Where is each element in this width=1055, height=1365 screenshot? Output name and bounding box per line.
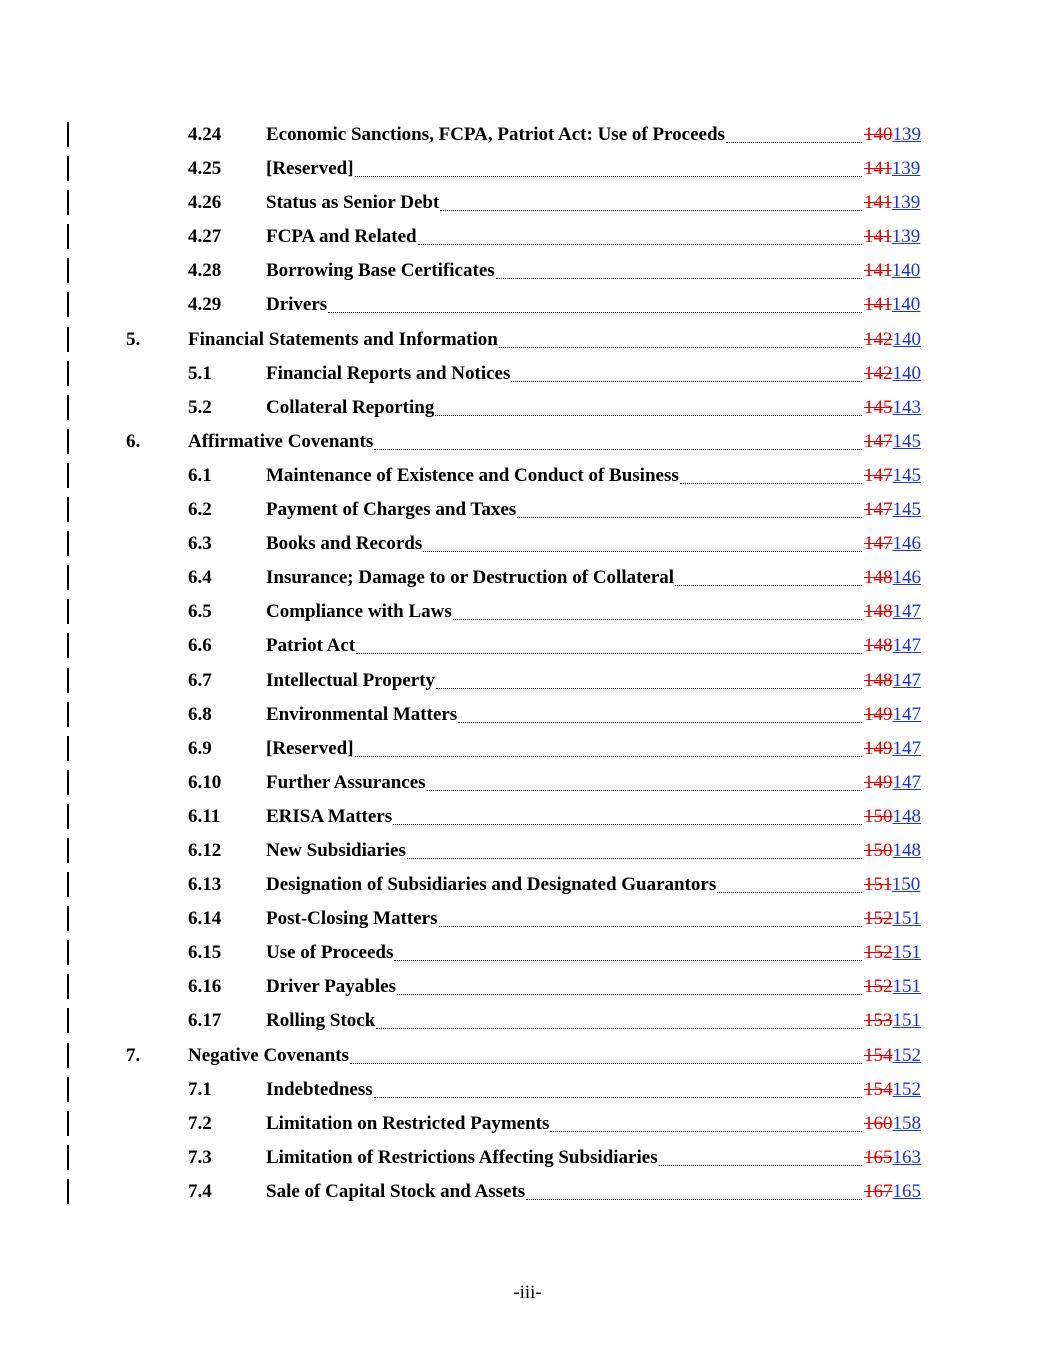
page-reference: [864, 1079, 921, 1101]
new-page-number[interactable]: 146: [892, 567, 921, 589]
dot-leader: [328, 311, 862, 313]
change-bar: [67, 1111, 69, 1136]
dot-leader: [517, 516, 862, 518]
section-number: 6.16: [188, 976, 222, 998]
new-page-number[interactable]: 145: [892, 499, 921, 521]
section-title-line: [266, 1147, 864, 1169]
toc-entry[interactable]: [0, 495, 1055, 529]
change-bar: [67, 804, 69, 829]
new-page-number[interactable]: 147: [892, 737, 921, 759]
old-page-number: 160: [864, 1112, 893, 1134]
toc-entry[interactable]: [0, 1006, 1055, 1040]
change-bar: [67, 565, 69, 590]
change-bar: [67, 327, 69, 352]
old-page-number: 147: [864, 499, 893, 521]
dot-leader: [376, 1027, 862, 1029]
page-reference: [864, 908, 921, 930]
section-title[interactable]: Maintenance of Existence and Conduct of Business: [266, 464, 679, 486]
dot-leader: [511, 380, 862, 382]
page-reference: [864, 772, 921, 794]
section-number: 7.4: [188, 1180, 212, 1202]
page-reference: [864, 874, 920, 896]
section-title[interactable]: Intellectual Property: [266, 669, 436, 691]
section-number: 6.3: [188, 533, 212, 555]
old-page-number: 141: [864, 192, 892, 214]
section-title-line: [188, 1045, 864, 1067]
new-page-number[interactable]: 147: [892, 703, 921, 725]
new-page-number[interactable]: 152: [892, 1078, 921, 1100]
dot-leader: [550, 1130, 862, 1132]
page-reference: [864, 499, 921, 521]
page-reference: [864, 329, 921, 351]
section-title[interactable]: ERISA Matters: [266, 805, 393, 827]
section-number: 6.: [126, 430, 141, 452]
old-page-number: 148: [864, 635, 893, 657]
change-bar: [67, 974, 69, 999]
old-page-number: 148: [864, 669, 893, 691]
section-number: 6.6: [188, 635, 212, 657]
change-bar: [67, 906, 69, 931]
section-title[interactable]: Further Assurances: [266, 771, 426, 793]
toc-entry[interactable]: [0, 1041, 1055, 1075]
dot-leader: [427, 789, 862, 791]
old-page-number: 147: [864, 533, 893, 555]
dot-leader: [440, 209, 862, 211]
section-title[interactable]: Patriot Act: [266, 635, 356, 657]
change-bar: [67, 497, 69, 522]
section-title-line: [266, 1079, 864, 1101]
old-page-number: 141: [864, 226, 892, 248]
old-page-number: 153: [864, 1010, 893, 1032]
new-page-number[interactable]: 150: [891, 874, 921, 896]
change-bar: [67, 599, 69, 624]
change-bar: [67, 838, 69, 863]
toc-entry[interactable]: [0, 256, 1055, 290]
new-page-number[interactable]: 145: [892, 464, 921, 486]
new-page-number[interactable]: 139: [891, 192, 921, 214]
section-number: 6.1: [188, 464, 212, 486]
section-title-line: [266, 1113, 864, 1135]
page-reference: [864, 192, 920, 214]
toc-entry[interactable]: [0, 120, 1055, 154]
change-bar: [67, 668, 69, 693]
new-page-number[interactable]: 151: [892, 1010, 921, 1032]
section-title-line: [188, 431, 864, 453]
toc-entry[interactable]: [0, 666, 1055, 700]
section-title-line: [266, 772, 864, 794]
section-title[interactable]: Limitation of Restrictions Affecting Subsidiaries: [266, 1146, 658, 1168]
new-page-number[interactable]: 147: [892, 771, 921, 793]
toc-entry[interactable]: [0, 700, 1055, 734]
new-page-number[interactable]: 152: [892, 1044, 921, 1066]
section-title[interactable]: Books and Records: [266, 533, 423, 555]
change-bar: [67, 463, 69, 488]
new-page-number[interactable]: 147: [892, 669, 921, 691]
old-page-number: 147: [864, 430, 893, 452]
old-page-number: 147: [864, 464, 893, 486]
change-bar: [67, 224, 69, 249]
section-title[interactable]: Driver Payables: [266, 976, 396, 998]
dot-leader: [675, 584, 862, 586]
section-title-line: [266, 908, 864, 930]
section-title[interactable]: FCPA and Related: [266, 226, 417, 248]
toc-entry[interactable]: [0, 359, 1055, 393]
old-page-number: 145: [864, 396, 893, 418]
section-number: 6.5: [188, 601, 212, 623]
page-reference: [864, 397, 921, 419]
old-page-number: 154: [864, 1078, 893, 1100]
section-number: 7.2: [188, 1112, 212, 1134]
page-reference: [864, 124, 921, 146]
section-number: 4.28: [188, 260, 222, 282]
section-number: 6.17: [188, 1010, 222, 1032]
new-page-number[interactable]: 151: [892, 908, 921, 930]
dot-leader: [356, 652, 862, 654]
new-page-number[interactable]: 139: [892, 124, 921, 145]
section-number: 6.2: [188, 499, 212, 521]
dot-leader: [397, 993, 862, 995]
section-title-line: [266, 976, 864, 998]
section-title[interactable]: Payment of Charges and Taxes: [266, 499, 517, 521]
page-reference: [864, 1010, 921, 1032]
toc-entry[interactable]: [0, 188, 1055, 222]
new-page-number[interactable]: 145: [892, 430, 921, 452]
toc-entry[interactable]: [0, 972, 1055, 1006]
section-title[interactable]: Financial Statements and Information: [188, 328, 498, 350]
new-page-number[interactable]: 147: [892, 601, 921, 623]
section-title[interactable]: Indebtedness: [266, 1078, 373, 1100]
dot-leader: [407, 857, 862, 859]
section-title[interactable]: Compliance with Laws: [266, 601, 452, 623]
section-number: 5.2: [188, 396, 212, 418]
page-reference: [864, 738, 921, 760]
section-title[interactable]: Designation of Subsidiaries and Designated Guarantors: [266, 874, 717, 896]
page-reference: [864, 601, 921, 623]
dot-leader: [526, 1198, 862, 1200]
page-reference: [864, 670, 921, 692]
page-reference: [864, 431, 921, 453]
dot-leader: [499, 346, 862, 348]
dot-leader: [374, 1096, 862, 1098]
old-page-number: 148: [864, 567, 893, 589]
section-title-line: [266, 942, 864, 964]
section-number: 6.15: [188, 942, 222, 964]
section-number: 6.14: [188, 908, 222, 930]
section-title-line: [266, 499, 864, 521]
toc-entry[interactable]: [0, 222, 1055, 256]
section-title-line: [266, 704, 864, 726]
section-title-line: [266, 738, 864, 760]
section-number: 6.11: [188, 805, 221, 827]
dot-leader: [726, 141, 862, 143]
dot-leader: [680, 482, 862, 484]
old-page-number: 140: [864, 124, 893, 145]
page-reference: [864, 465, 921, 487]
section-title[interactable]: Sale of Capital Stock and Assets: [266, 1180, 526, 1202]
dot-leader: [355, 175, 862, 177]
old-page-number: 148: [864, 601, 893, 623]
new-page-number[interactable]: 140: [892, 362, 921, 384]
section-title-line: [266, 1010, 864, 1032]
change-bar: [67, 190, 69, 215]
section-title[interactable]: Drivers: [266, 294, 328, 316]
change-bar: [67, 736, 69, 761]
new-page-number[interactable]: 148: [892, 805, 921, 827]
change-bar: [67, 429, 69, 454]
section-number: 5.: [126, 328, 141, 350]
new-page-number[interactable]: 140: [891, 294, 921, 316]
toc-entry[interactable]: [0, 1143, 1055, 1177]
change-bar: [67, 702, 69, 727]
dot-leader: [717, 891, 862, 893]
section-title-line: [266, 226, 864, 248]
toc-entry[interactable]: [0, 631, 1055, 665]
dot-leader: [436, 687, 862, 689]
toc-entry[interactable]: [0, 836, 1055, 870]
toc-entry[interactable]: [0, 393, 1055, 427]
toc-entry[interactable]: [0, 734, 1055, 768]
new-page-number[interactable]: 158: [892, 1112, 921, 1134]
old-page-number: 151: [864, 874, 892, 896]
section-title[interactable]: Limitation on Restricted Payments: [266, 1112, 550, 1134]
old-page-number: 152: [864, 976, 893, 998]
change-bar: [67, 940, 69, 965]
page-number: -iii-: [513, 1282, 542, 1303]
new-page-number[interactable]: 143: [892, 396, 921, 418]
page-reference: [864, 260, 920, 282]
section-number: 6.9: [188, 737, 212, 759]
section-number: 6.4: [188, 567, 212, 589]
dot-leader: [350, 1062, 862, 1064]
dot-leader: [458, 721, 862, 723]
change-bar: [67, 156, 69, 181]
section-title[interactable]: Economic Sanctions, FCPA, Patriot Act: Use of Proceeds: [266, 124, 725, 145]
section-title-line: [266, 806, 864, 828]
toc-entry[interactable]: [0, 325, 1055, 359]
new-page-number[interactable]: 163: [892, 1146, 921, 1168]
section-title-line: [266, 533, 864, 555]
new-page-number[interactable]: 148: [892, 839, 921, 861]
section-number: 4.26: [188, 192, 222, 214]
dot-leader: [418, 243, 862, 245]
new-page-number[interactable]: 147: [892, 635, 921, 657]
section-title-line: [188, 329, 864, 351]
section-title[interactable]: Post-Closing Matters: [266, 908, 438, 930]
toc-entry[interactable]: [0, 802, 1055, 836]
section-number: 5.1: [188, 362, 212, 384]
new-page-number[interactable]: 140: [892, 328, 921, 350]
section-title-line: [266, 158, 864, 180]
section-title-line: [266, 670, 864, 692]
page-reference: [864, 1113, 921, 1135]
dot-leader: [393, 823, 862, 825]
old-page-number: 149: [864, 703, 893, 725]
dot-leader: [423, 550, 862, 552]
section-title[interactable]: Negative Covenants: [188, 1044, 349, 1066]
section-title-line: [266, 840, 864, 862]
page-reference: [864, 1147, 921, 1169]
page-reference: [864, 1045, 921, 1067]
page-reference: [864, 942, 921, 964]
section-title[interactable]: [Reserved]: [266, 737, 354, 759]
page-reference: [864, 158, 920, 180]
toc-entry[interactable]: [0, 1075, 1055, 1109]
section-title-line: [266, 124, 864, 146]
section-title[interactable]: Financial Reports and Notices: [266, 362, 511, 384]
toc-entry[interactable]: [0, 1177, 1055, 1211]
section-number: 6.13: [188, 874, 222, 896]
page-reference: [864, 704, 921, 726]
old-page-number: 149: [864, 771, 893, 793]
toc-entry[interactable]: [0, 1109, 1055, 1143]
section-number: 6.12: [188, 839, 222, 861]
dot-leader: [394, 959, 862, 961]
section-number: 7.3: [188, 1146, 212, 1168]
old-page-number: 154: [864, 1044, 893, 1066]
toc-entry[interactable]: [0, 938, 1055, 972]
old-page-number: 165: [864, 1146, 893, 1168]
old-page-number: 152: [864, 908, 893, 930]
change-bar: [67, 258, 69, 283]
section-title[interactable]: Insurance; Damage to or Destruction of Collateral: [266, 567, 675, 589]
section-title-line: [266, 260, 864, 282]
change-bar: [67, 122, 69, 147]
section-title[interactable]: Rolling Stock: [266, 1010, 376, 1032]
old-page-number: 142: [864, 362, 893, 384]
toc-entry[interactable]: [0, 427, 1055, 461]
change-bar: [67, 1145, 69, 1170]
section-title-line: [266, 397, 864, 419]
new-page-number[interactable]: 146: [892, 533, 921, 555]
new-page-number[interactable]: 151: [892, 942, 921, 964]
toc-entry[interactable]: [0, 904, 1055, 938]
dot-leader: [435, 414, 862, 416]
page-reference: [864, 567, 921, 589]
page-reference: [864, 976, 921, 998]
section-title[interactable]: New Subsidiaries: [266, 839, 406, 861]
page-reference: [864, 294, 920, 316]
old-page-number: 141: [864, 158, 892, 180]
toc-entry[interactable]: [0, 870, 1055, 904]
toc-entry[interactable]: [0, 597, 1055, 631]
section-number: 4.24: [188, 124, 222, 145]
section-title-line: [266, 601, 864, 623]
section-title-line: [266, 363, 864, 385]
table-of-contents: [0, 120, 1055, 1211]
new-page-number[interactable]: 139: [891, 226, 921, 248]
dot-leader: [355, 755, 862, 757]
section-number: 4.29: [188, 294, 222, 316]
toc-entry[interactable]: [0, 154, 1055, 188]
change-bar: [67, 872, 69, 897]
section-title-line: [266, 1181, 864, 1203]
page-reference: [864, 635, 921, 657]
section-number: 6.8: [188, 703, 212, 725]
change-bar: [67, 292, 69, 317]
change-bar: [67, 1043, 69, 1068]
toc-entry[interactable]: [0, 529, 1055, 563]
section-number: 4.27: [188, 226, 222, 248]
old-page-number: 167: [864, 1180, 893, 1202]
section-title-line: [266, 192, 864, 214]
change-bar: [67, 770, 69, 795]
section-title[interactable]: Affirmative Covenants: [188, 430, 374, 452]
section-number: 7.: [126, 1044, 141, 1066]
change-bar: [67, 361, 69, 386]
new-page-number[interactable]: 139: [891, 158, 921, 180]
section-title-line: [266, 465, 864, 487]
section-title[interactable]: Collateral Reporting: [266, 396, 435, 418]
page-reference: [864, 533, 921, 555]
toc-entry[interactable]: [0, 768, 1055, 802]
old-page-number: 141: [864, 294, 892, 316]
section-number: 6.7: [188, 669, 212, 691]
section-title-line: [266, 294, 864, 316]
section-title[interactable]: Status as Senior Debt: [266, 192, 440, 214]
change-bar: [67, 395, 69, 420]
dot-leader: [374, 448, 862, 450]
page-reference: [864, 1181, 921, 1203]
change-bar: [67, 1008, 69, 1033]
dot-leader: [453, 618, 862, 620]
section-title-line: [266, 635, 864, 657]
new-page-number[interactable]: 151: [892, 976, 921, 998]
toc-entry[interactable]: [0, 461, 1055, 495]
toc-entry[interactable]: [0, 290, 1055, 324]
section-title-line: [266, 874, 864, 896]
page-reference: [864, 226, 920, 248]
dot-leader: [496, 277, 862, 279]
section-number: 7.1: [188, 1078, 212, 1100]
change-bar: [67, 633, 69, 658]
old-page-number: 142: [864, 328, 893, 350]
toc-entry[interactable]: [0, 563, 1055, 597]
old-page-number: 150: [864, 805, 893, 827]
section-number: 6.10: [188, 771, 222, 793]
dot-leader: [439, 925, 863, 927]
section-title[interactable]: Environmental Matters: [266, 703, 458, 725]
new-page-number[interactable]: 165: [892, 1180, 921, 1202]
old-page-number: 150: [864, 839, 893, 861]
dot-leader: [659, 1164, 862, 1166]
page-reference: [864, 840, 921, 862]
section-number: 4.25: [188, 158, 222, 180]
section-title[interactable]: Use of Proceeds: [266, 942, 394, 964]
section-title[interactable]: Borrowing Base Certificates: [266, 260, 495, 282]
change-bar: [67, 1179, 69, 1204]
section-title[interactable]: [Reserved]: [266, 158, 354, 180]
page-reference: [864, 363, 921, 385]
new-page-number[interactable]: 140: [891, 260, 921, 282]
old-page-number: 152: [864, 942, 893, 964]
page-reference: [864, 806, 921, 828]
change-bar: [67, 1077, 69, 1102]
change-bar: [67, 531, 69, 556]
old-page-number: 149: [864, 737, 893, 759]
old-page-number: 141: [864, 260, 892, 282]
section-title-line: [266, 567, 864, 589]
